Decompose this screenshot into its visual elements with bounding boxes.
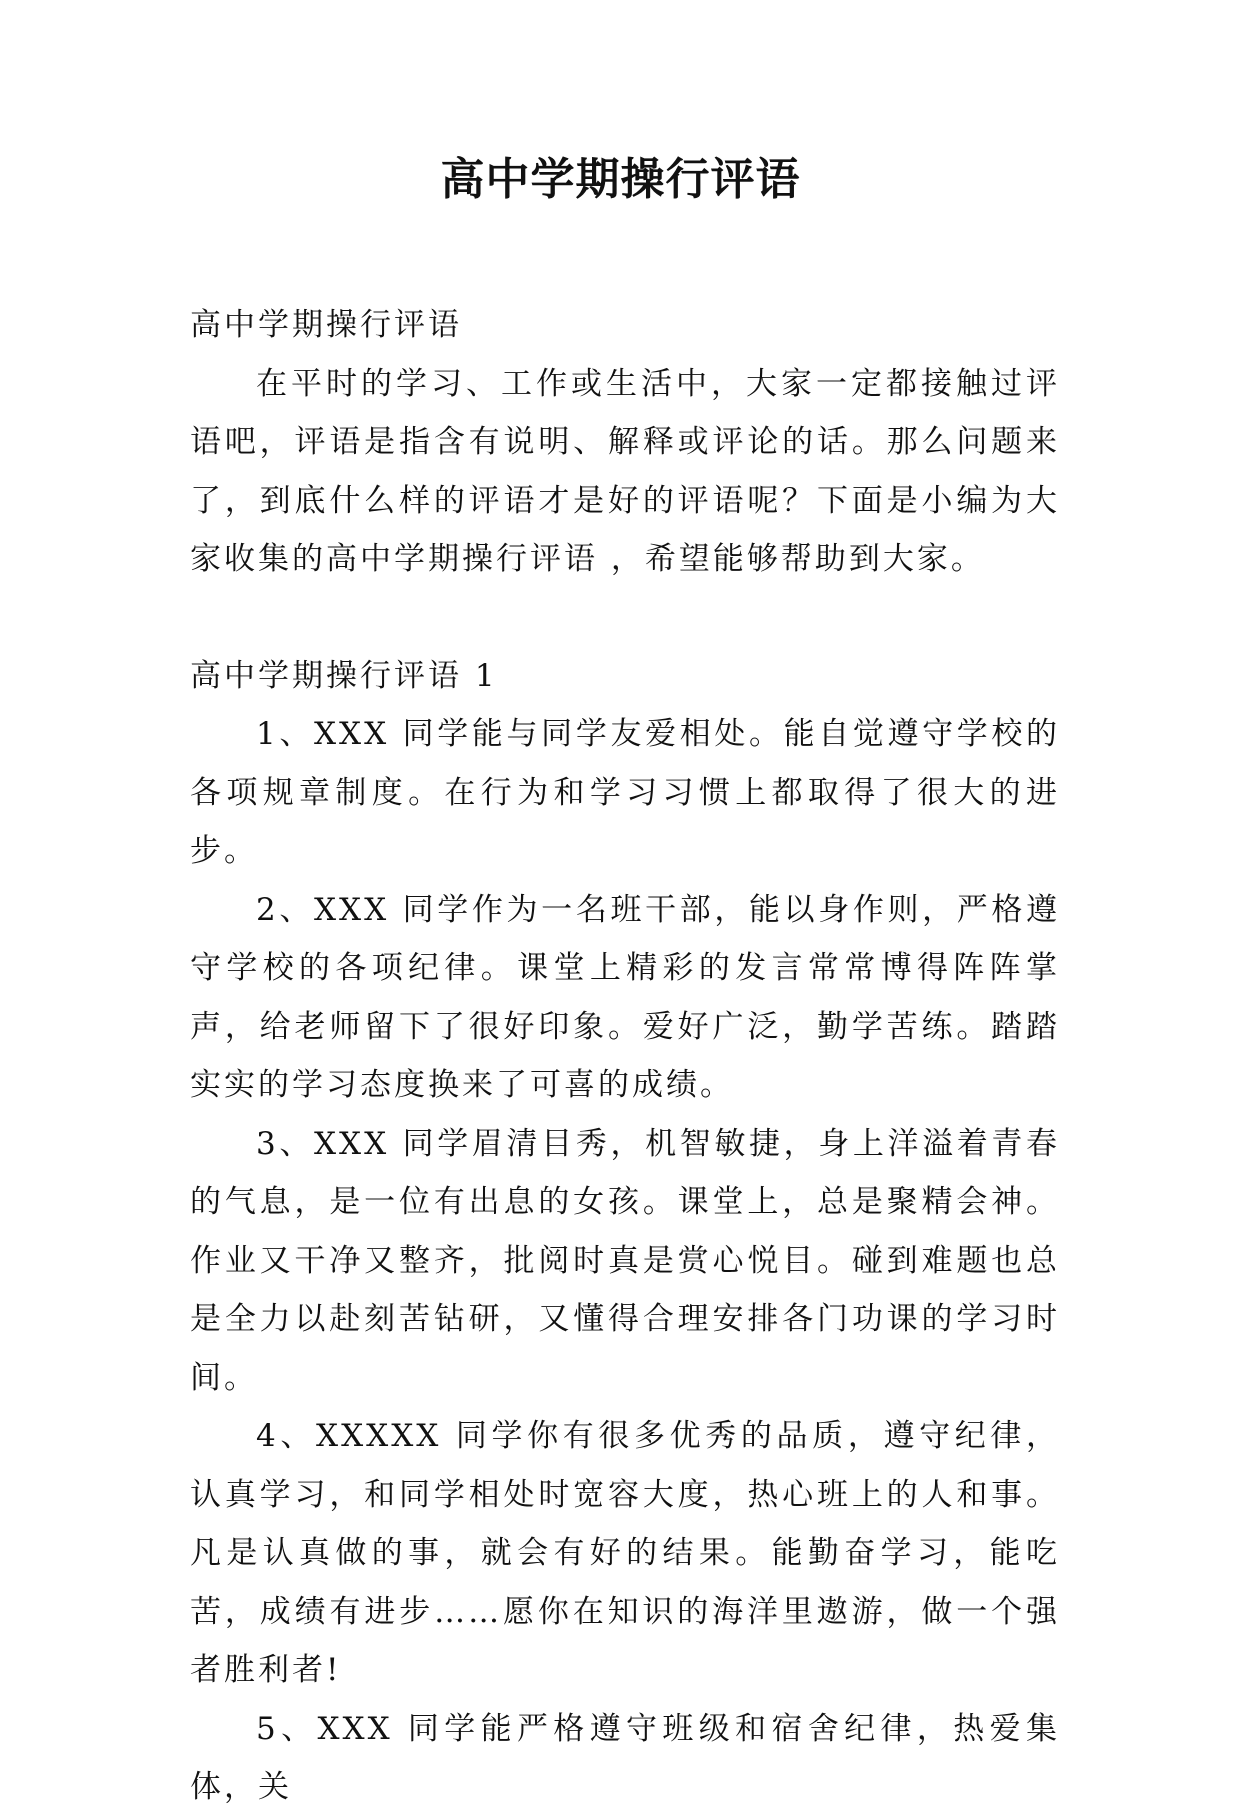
comment-item-1: 1、XXX 同学能与同学友爱相处。能自觉遵守学校的各项规章制度。在行为和学习习惯上都取得了很大的进步。: [190, 716, 1060, 869]
document-title: 高中学期操行评语: [440, 154, 801, 205]
paragraph-spacer: [190, 589, 1060, 647]
section-heading: 高中学期操行评语 1: [190, 657, 498, 694]
intro-paragraph: 在平时的学习、工作或生活中，大家一定都接触过评语吧，评语是指含有说明、解释或评论的话。那么问题来了，到底什么样的评语才是好的评语呢？下面是小编为大家收集的高中学期操行评语 ，希望能够帮助到大家。: [190, 365, 1060, 577]
document-body: [190, 296, 1060, 1817]
comment-item-4: 4、XXXXX 同学你有很多优秀的品质，遵守纪律，认真学习，和同学相处时宽容大度，热心班上的人和事。凡是认真做的事，就会有好的结果。能勤奋学习，能吃苦，成绩有进步……愿你在知识的海洋里遨游，做一个强者胜利者!: [190, 1418, 1060, 1688]
comment-item-5: 5、XXX 同学能严格遵守班级和宿舍纪律，热爱集体，关: [190, 1710, 1060, 1805]
comment-item-3: 3、XXX 同学眉清目秀，机智敏捷，身上洋溢着青春的气息，是一位有出息的女孩。课堂上，总是聚精会神。作业又干净又整齐，批阅时真是赏心悦目。碰到难题也总是全力以赴刻苦钻研，又懂得合理安排各门功课的学习时间。: [190, 1125, 1060, 1396]
document-subtitle: 高中学期操行评语: [190, 307, 462, 343]
comment-item-2: 2、XXX 同学作为一名班干部，能以身作则，严格遵守学校的各项纪律。课堂上精彩的发言常常博得阵阵掌声，给老师留下了很好印象。爱好广泛，勤学苦练。踏踏实实的学习态度换来了可喜的成绩。: [190, 891, 1060, 1103]
